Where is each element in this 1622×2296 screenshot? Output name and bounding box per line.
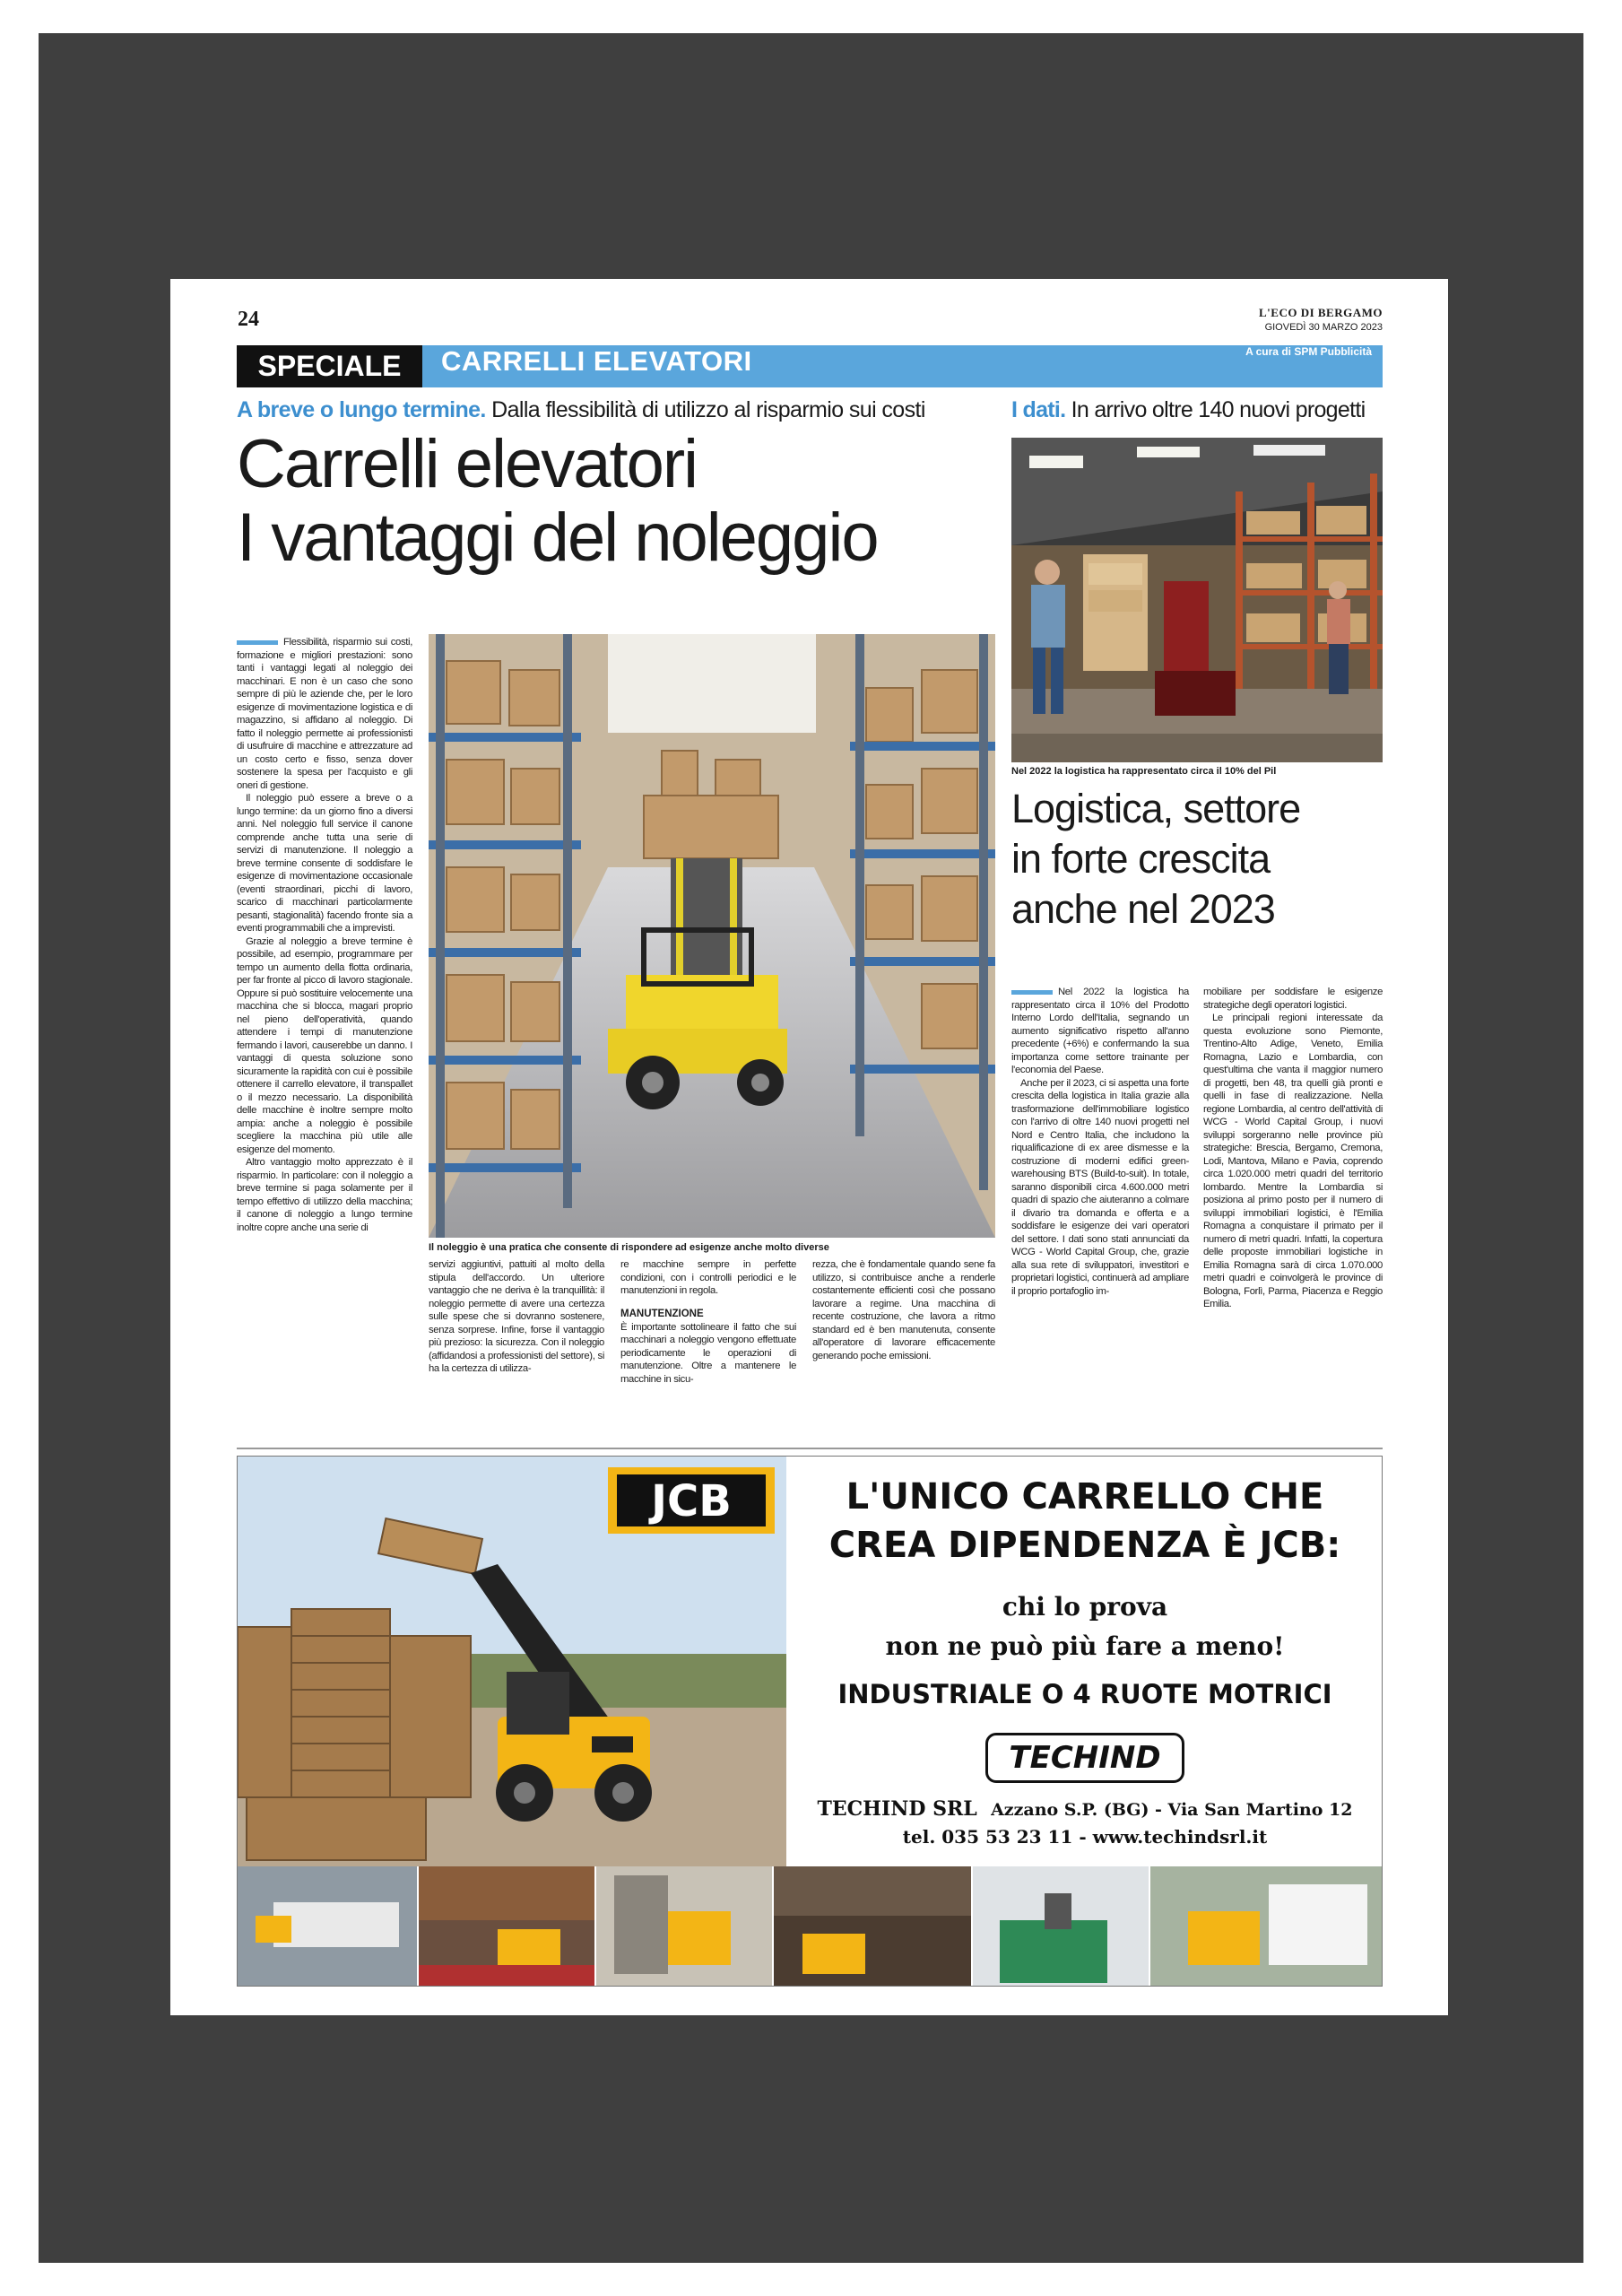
main-kicker-bold: A breve o lungo termine. [237,397,486,422]
forklift-photo-strip [238,1866,1383,1987]
main-col1-para1: Flessibilità, risparmio sui costi, formazione e migliori prestazioni: sono tanti i vantaggi legati al noleggio dei macchinari. E non è un caso che sono sempre di più le aziende che, per le loro esigenze di movimentazione logistica e di magazzino, si affidano al noleggio. Di fatto il noleggio permette ai professionisti di usufruire di macchine e attrezzature ad un costo certo e fisso, senza dover sostenere la spesa per l'acquisto e gli oneri di gestione. [237,637,412,791]
ad-divider [237,1448,1383,1449]
ad-tagline-line2: non ne può più fare a meno! [885,1631,1285,1661]
side-col2-para1: mobiliare per soddisfare le esigenze strategiche degli operatori logistici. [1203,987,1383,1011]
ad-headline-line1: L'UNICO CARRELLO CHE [846,1476,1324,1518]
main-kicker [237,397,925,423]
side-kicker-text: In arrivo oltre 140 nuovi progetti [1065,397,1366,422]
ad-tagline-line1: chi lo prova [1002,1592,1168,1622]
main-article-column-1 [237,636,412,1443]
warehouse-workers-photo [1011,438,1383,762]
section-title: CARRELLI ELEVATORI [441,345,752,377]
main-col1-para2: Il noleggio può essere a breve o a lungo termine: da un giorno fino a diversi anni. Nel noleggio full service il canone comprende anche tutta una serie di servizi di manutenzione. Il noleggio a breve termine consente di soddisfare le esigenze di movimentazione occasionale (eventi straordinari, picchi di lavoro, scarico di macchinari particolarmente pesanti, stagionalità) facendo fronte sia a eventi programmabili che a imprevisti. [237,793,412,934]
maintenance-subheading: MANUTENZIONE [620,1308,704,1319]
ad-company [786,1797,1383,1821]
main-col3-para2: È importante sottolineare il fatto che sui macchinari a noleggio vengono effettuate periodicamente le operazioni di manutenzione. Oltre a mantenere le macchine in sicu- [620,1321,796,1385]
jcb-advertisement [237,1456,1383,1987]
ad-contact: tel. 035 53 23 11 - www.techindsrl.it [902,1826,1268,1848]
main-kicker-text: Dalla flessibilità di utilizzo al risparmio sui costi [485,397,925,422]
side-article-column-2 [1203,986,1383,1311]
main-headline [237,428,878,575]
ad-tagline [786,1587,1383,1666]
side-article-column-1 [1011,986,1189,1298]
main-photo-caption: Il noleggio è una pratica che consente di rispondere ad esigenze anche molto diverse [429,1242,829,1253]
main-headline-line1: Carrelli elevatori [237,426,698,502]
section-band [237,345,1383,387]
side-col1-para1: Nel 2022 la logistica ha rappresentato circa il 10% del Prodotto Interno Lordo dell'Italia, segnando un aumento significativo rispetto all'anno precedente (+6%) e confermando la sua importanza come settore trainante per l'economia del Paese. [1011,987,1189,1075]
main-article-column-4 [812,1258,995,1362]
main-article-column-3 [620,1258,796,1386]
side-headline-line2: in forte crescita [1011,836,1271,882]
main-col1-para3: Grazie al noleggio a breve termine è possibile, ad esempio, programmare per tempo un aumento della flotta ordinaria, per far fronte al picco di lavoro stagionale. Oppure si può sostituire velocemente una macchina che si blocca, magari proprio nel pieno dell'operatività, quando attendere i tempi di manutenzione fermando i lavori, causerebbe un danno. I vantaggi di questa soluzione sono sicuramente la rapidità con cui è possibile ottenere il carrello elevatore, il transpallet o il mezzo necessario. La disponibilità delle macchine è inoltre sempre molto ampia: anche a noleggio è possibile scegliere la macchina più utile alle esigenze del momento. [237,935,412,1155]
main-col3-para1: re macchine sempre in perfette condizioni, con i controlli periodici e le manutenzioni in regola. [620,1259,796,1296]
techind-logo: TECHIND [985,1733,1184,1783]
side-col2-para2: Le principali regioni interessate da questa evoluzione sono Piemonte, Trentino-Alto Adige, Veneto, Emilia Romagna, Lazio e Lombardia, con quest'ultima che vanta il maggior numero di progetti, ben 48, tra quelli già pronti e quelli in fase di realizzazione. Nella regione Lombardia, al centro dell'attività di WCG - World Capital Group, i nuovi sviluppi sorgeranno nelle province più strategiche: Brescia, Bergamo, Cremona, Lodi, Mantova, Milano e Pavia, coprendo circa 1.020.000 metri quadri del territorio lombardo. Mentre la Lombardia si posiziona al primo posto per il numero di sviluppi immobiliari logistici, è l'Emilia Romagna a conquistare il primato per il numero di metri quadri. Infatti, la copertura delle proposte immobiliari logistiche in Emilia Romagna sarà di circa 1.070.000 metri quadri e coinvolgerà le province di Bologna, Forlì, Parma, Piacenza e Reggio Emilia. [1203,1013,1383,1309]
telehandler-photo [238,1457,786,1866]
side-kicker [1011,397,1365,423]
masthead [1259,306,1383,333]
ad-address: Azzano S.P. (BG) - Via San Martino 12 [991,1800,1353,1820]
side-headline [1011,784,1383,935]
ad-headline [786,1473,1383,1570]
issue-date: GIOVEDÌ 30 MARZO 2023 [1264,322,1383,333]
ad-product-line: INDUSTRIALE O 4 RUOTE MOTRICI [837,1679,1332,1709]
main-col1-para4: Altro vantaggio molto apprezzato è il risparmio. In particolare: con il noleggio a breve termine si paga solamente per il tempo effettivo di utilizzo della macchina; il canone di noleggio a lungo termine inoltre copre anche una serie di [237,1157,412,1233]
side-photo-caption: Nel 2022 la logistica ha rappresentato circa il 10% del Pil [1011,766,1277,777]
page-number: 24 [238,308,259,331]
section-credit: A cura di SPM Pubblicità [1245,345,1372,358]
forklift-warehouse-photo [429,634,995,1238]
ad-copy [786,1457,1383,1866]
main-col4-para1: rezza, che è fondamentale quando sene fa utilizzo, si contribuisce anche a renderle costantemente efficienti così che possano lavorare a regime. Una macchina di recente costruzione, che lavora a ritmo standard ed è ben manutenuta, consente all'operatore di lavorare efficacemente generando poche emissioni. [812,1259,995,1361]
side-headline-line1: Logistica, settore [1011,786,1301,831]
main-article-column-2 [429,1258,604,1376]
speciale-label: SPECIALE [237,345,422,387]
side-headline-line3: anche nel 2023 [1011,886,1275,932]
side-col1-para2: Anche per il 2023, ci si aspetta una forte crescita della logistica in Italia grazie alla trasformazione dell'immobiliare logistico con l'arrivo di oltre 140 nuovi progetti nel Nord e Centro Italia, che includono la riqualificazione di ex aree dismesse e la costruzione di moderni edifici green-warehousing BTS (Build-to-suit). In totale, saranno disponibili circa 4.600.000 metri quadri di spazio che aiuteranno a colmare il divario tra domanda e offerta e a soddisfare le esigenze dei vari operatori del settore. I dati sono stati annunciati da WCG - World Capital Group, che, grazie alla sua rete di sviluppatori, investitori e proprietari logistici, continuerà ad ampliare il proprio portafoglio im- [1011,1077,1189,1297]
main-headline-line2: I vantaggi del noleggio [237,500,878,576]
ad-headline-line2: CREA DIPENDENZA È JCB: [828,1525,1341,1566]
main-col2-para1: servizi aggiuntivi, pattuiti al molto della stipula dell'accordo. Un ulteriore vantaggio che ne deriva è la tranquillità: il noleggio permette di avere una certezza sulle spese che si dovranno sostenere, senza sorprese. Infine, forse il vantaggio più prezioso: la sicurezza. Con il noleggio (affidandosi a professionisti del settore), si ha la certezza di utilizza- [429,1259,604,1374]
jcb-logo: JCB [651,1476,732,1526]
newspaper-page [170,279,1448,2015]
side-kicker-bold: I dati. [1011,397,1066,422]
ad-company-name: TECHIND SRL [817,1797,977,1821]
newspaper-name: L'ECO DI BERGAMO [1258,306,1383,319]
